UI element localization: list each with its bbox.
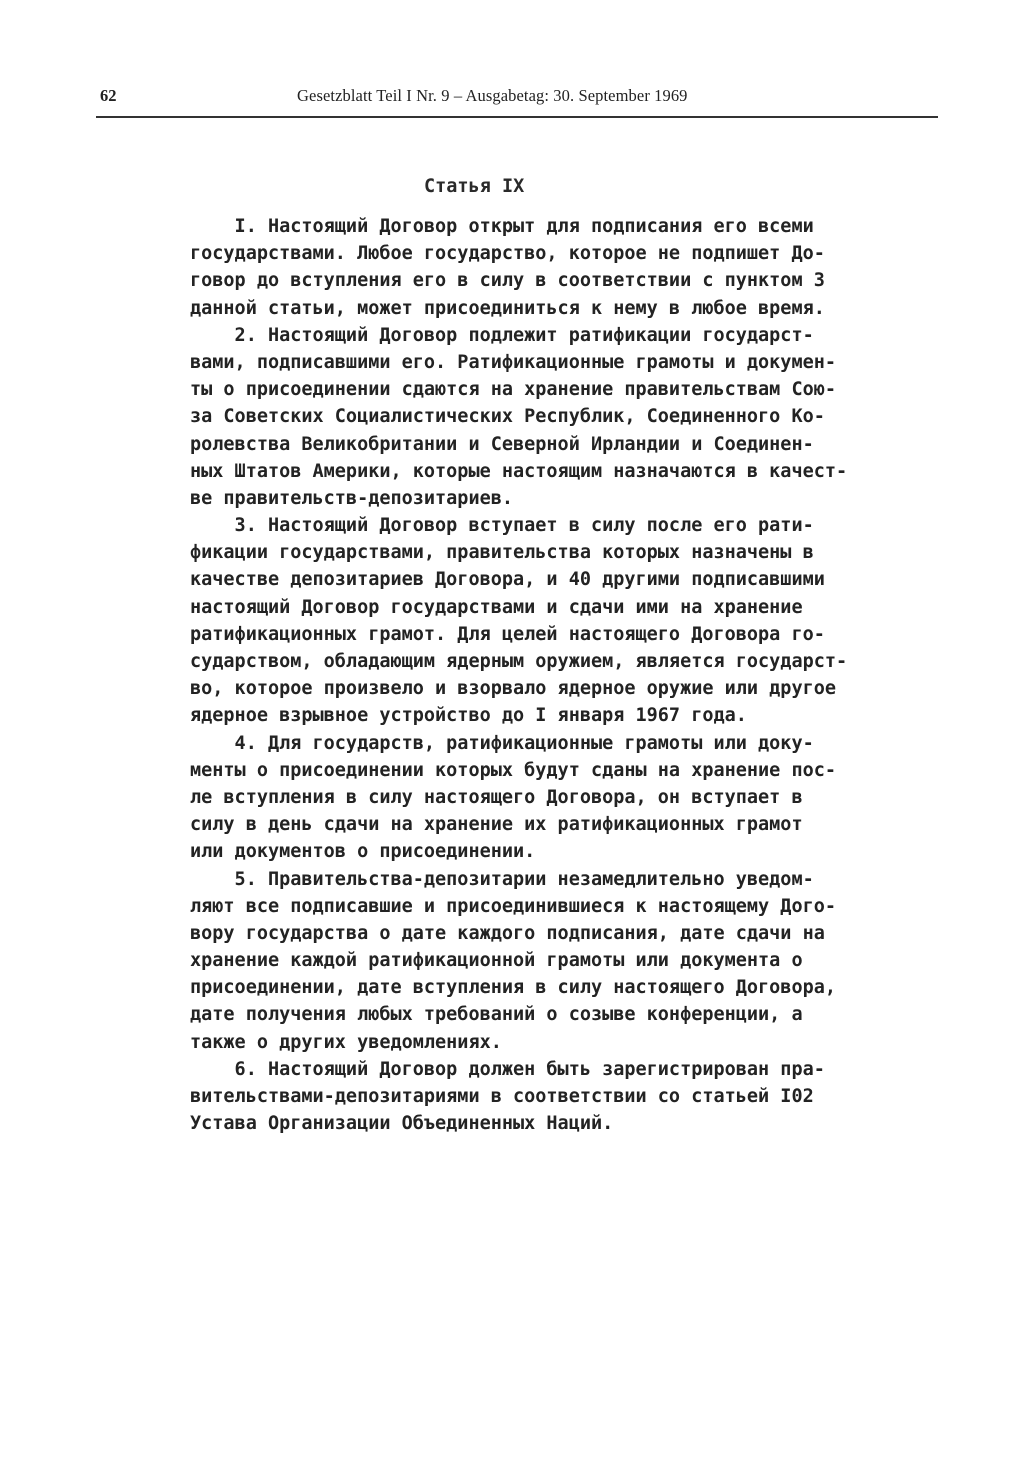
header-rule (96, 116, 938, 118)
text-line: или документов о присоединении. (190, 841, 536, 863)
text-line: ных Штатов Америки, которые настоящим назначаются в качест- (190, 460, 848, 482)
text-line: настоящий Договор государствами и сдачи ими на хранение (190, 596, 803, 618)
text-line: хранение каждой ратификационной грамоты или документа о (190, 950, 803, 972)
text-line: государствами. Любое государство, которое не подпишет До- (190, 243, 825, 265)
text-line: ве правительств-депозитариев. (190, 487, 514, 509)
page-header (96, 86, 938, 108)
text-line: ты о присоединении сдаются на хранение правительствам Сою- (190, 379, 837, 401)
text-line: I. Настоящий Договор открыт для подписания его всеми (190, 216, 814, 237)
text-line: за Советских Социалистических Республик, Соединенного Ко- (190, 406, 825, 428)
text-line: присоединении, дате вступления в силу настоящего Договора, (190, 977, 837, 999)
text-line: 5. Правительства-депозитарии незамедлительно уведом- (190, 868, 814, 890)
text-line: вами, подписавшими его. Ратификационные грамоты и докумен- (190, 351, 837, 373)
text-line: вительствами-депозитариями в соответствии со статьей I02 (190, 1086, 814, 1107)
text-line: данной статьи, может присоединиться к нему в любое время. (190, 297, 825, 319)
text-line: 4. Для государств, ратификационные грамоты или доку- (190, 732, 814, 754)
text-line: вору государства о дате каждого подписания, дате сдачи на (190, 922, 825, 944)
text-line: также о других уведомлениях. (190, 1031, 502, 1053)
text-line: сударством, обладающим ядерным оружием, является государст- (190, 651, 848, 672)
text-line: во, которое произвело и взорвало ядерное оружие или другое (190, 678, 837, 700)
text-line: ле вступления в силу настоящего Договора, он вступает в (190, 786, 803, 808)
text-line: фикации государствами, правительства которых назначены в (190, 542, 814, 564)
text-line: Устава Организации Объединенных Наций. (190, 1113, 614, 1135)
text-line: ядерное взрывное устройство до I января 1967 года. (190, 705, 747, 727)
text-line: ляют все подписавшие и присоединившиеся к настоящему Дого- (190, 895, 837, 917)
article-body (190, 213, 870, 1137)
text-line: ролевства Великобритании и Северной Ирландии и Соединен- (190, 433, 814, 455)
page-number: 62 (100, 86, 117, 105)
running-head: Gesetzblatt Teil I Nr. 9 – Ausgabetag: 30. September 1969 (297, 86, 688, 105)
text-line: качестве депозитариев Договора, и 40 другими подписавшими (190, 569, 825, 591)
text-line: говор до вступления его в силу в соответствии с пунктом 3 (190, 270, 825, 292)
text-line: 2. Настоящий Договор подлежит ратификации государст- (190, 324, 814, 346)
text-line: силу в день сдачи на хранение их ратификационных грамот (190, 814, 803, 836)
text-line: ратификационных грамот. Для целей настоящего Договора го- (190, 623, 825, 645)
text-line: 3. Настоящий Договор вступает в силу после его рати- (190, 515, 814, 537)
article-title: Статья IX (424, 176, 525, 197)
text-line: 6. Настоящий Договор должен быть зарегистрирован пра- (190, 1058, 825, 1080)
text-line: дате получения любых требований о созыве конференции, а (190, 1004, 803, 1026)
text-line: менты о присоединении которых будут сданы на хранение пос- (190, 759, 837, 781)
